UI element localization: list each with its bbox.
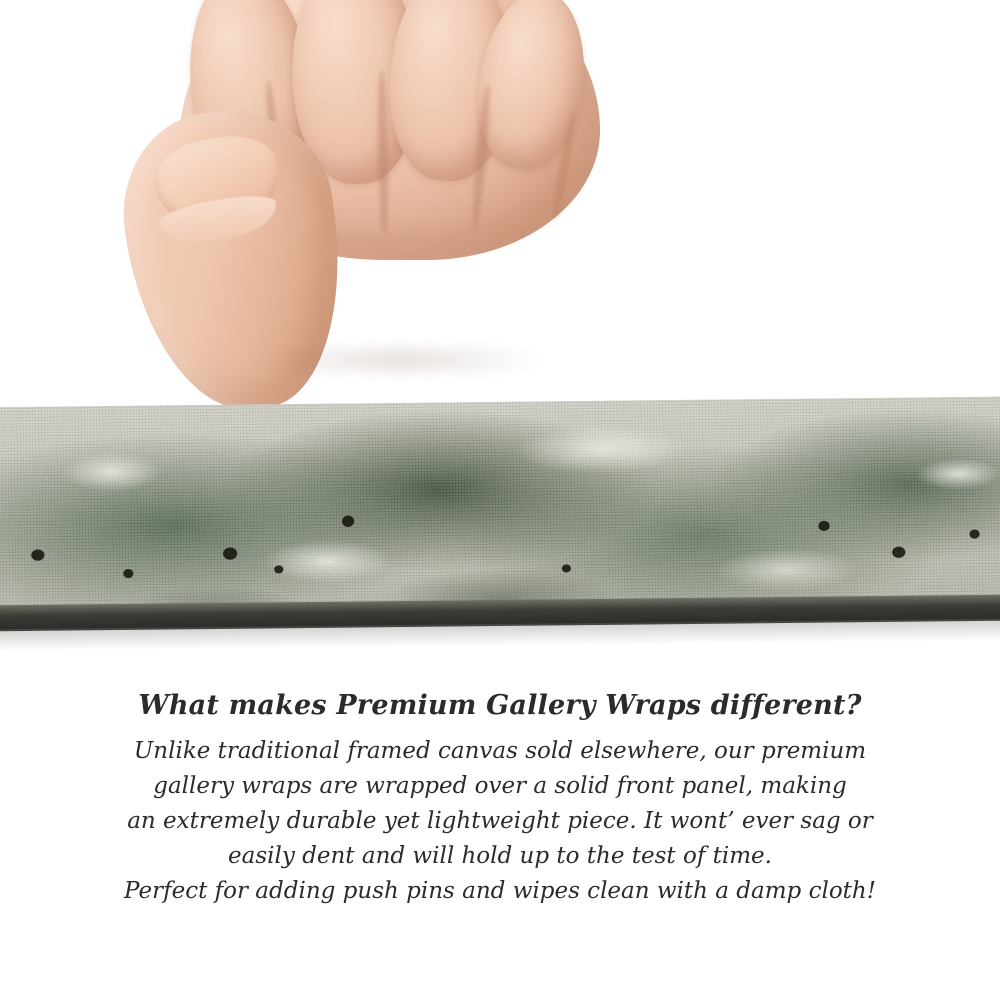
caption-block [0, 690, 1000, 909]
canvas-texture-mottle [0, 397, 1000, 627]
canvas-speck [223, 547, 237, 559]
canvas-speck [562, 564, 571, 572]
canvas-speck [342, 516, 354, 527]
canvas-speck [969, 529, 979, 538]
canvas-speck [818, 521, 829, 531]
canvas-speck [892, 547, 905, 558]
canvas-speck [274, 565, 283, 573]
caption-line: Perfect for adding push pins and wipes clean with a damp cloth! [124, 878, 876, 905]
caption-line: an extremely durable yet lightweight piece. It wont’ ever sag or [127, 808, 873, 835]
caption-line: easily dent and will hold up to the test of time. [228, 843, 772, 870]
caption-line: gallery wraps are wrapped over a solid front panel, making [153, 773, 847, 800]
canvas-speck [31, 549, 44, 560]
canvas-wrap-edge [0, 397, 1000, 627]
canvas-speck [123, 569, 133, 578]
caption-line: Unlike traditional framed canvas sold elsewhere, our premium [133, 738, 867, 765]
hand-shadow [250, 340, 550, 380]
caption-heading: What makes Premium Gallery Wraps different? [138, 690, 862, 721]
hand-illustration [120, 0, 600, 430]
